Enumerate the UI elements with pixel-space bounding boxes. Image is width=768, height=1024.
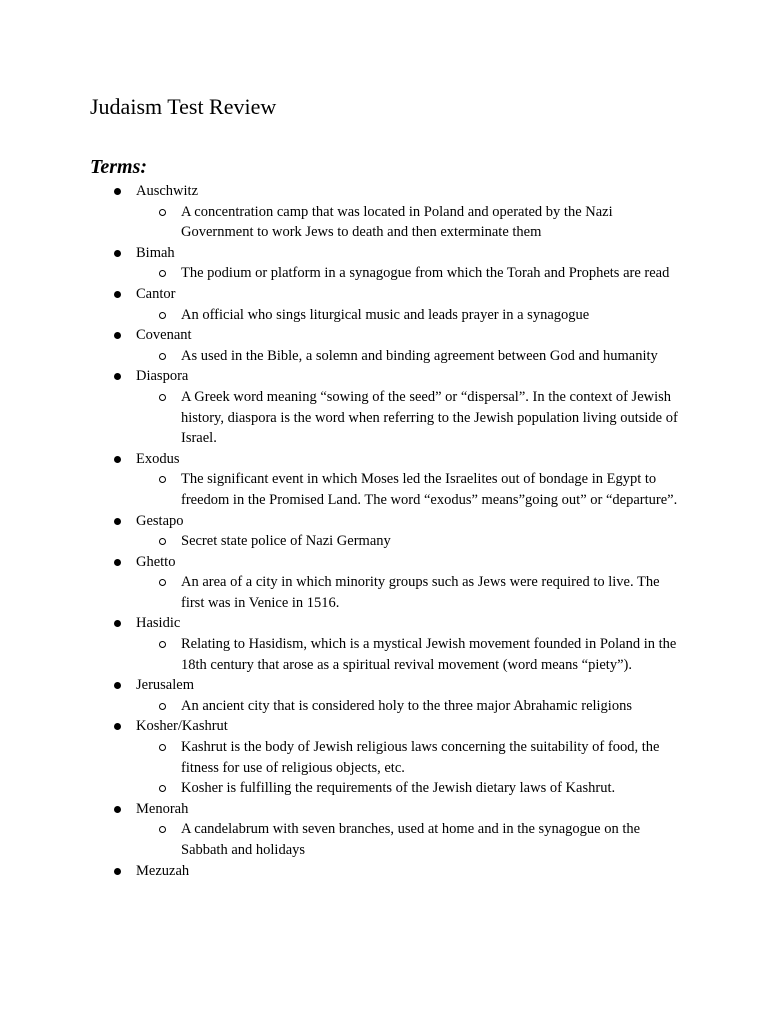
- hollow-bullet-icon: [159, 703, 166, 710]
- term-definition: Secret state police of Nazi Germany: [0, 531, 678, 552]
- filled-bullet-icon: [114, 620, 121, 627]
- term-name: Cantor: [136, 285, 176, 302]
- term-name: Ghetto: [136, 553, 176, 570]
- filled-bullet-icon: [114, 291, 121, 298]
- term-definition: An ancient city that is considered holy to the three major Abrahamic religions: [0, 696, 678, 717]
- filled-bullet-icon: [114, 456, 121, 463]
- hollow-bullet-icon: [159, 744, 166, 751]
- hollow-bullet-icon: [159, 826, 166, 833]
- term-name: Covenant: [136, 327, 192, 344]
- hollow-bullet-icon: [159, 785, 166, 792]
- term-definition: As used in the Bible, a solemn and binding agreement between God and humanity: [0, 346, 678, 367]
- term-item: [0, 366, 768, 448]
- term-name: Jerusalem: [136, 677, 194, 694]
- term-name: Bimah: [136, 244, 175, 261]
- hollow-bullet-icon: [159, 394, 166, 401]
- term-item: [0, 552, 768, 614]
- term-name: Diaspora: [136, 368, 189, 385]
- hollow-bullet-icon: [159, 209, 166, 216]
- term-item: [0, 181, 768, 243]
- term-name: Auschwitz: [136, 183, 199, 199]
- term-definition: A concentration camp that was located in Poland and operated by the Nazi Government to work Jews to death and then exterminate them: [0, 202, 678, 243]
- term-definition: The podium or platform in a synagogue from which the Torah and Prophets are read: [0, 263, 678, 284]
- term-item: [0, 449, 768, 511]
- term-item: [0, 325, 768, 366]
- term-definition: A Greek word meaning “sowing of the seed” or “dispersal”. In the context of Jewish history, diaspora is the word when referring to the Jewish population living outside of Israel.: [0, 387, 678, 449]
- hollow-bullet-icon: [159, 270, 166, 277]
- term-item: [0, 613, 768, 675]
- term-item: [0, 861, 768, 882]
- term-definition: Kashrut is the body of Jewish religious laws concerning the suitability of food, the fitness for use of religious objects, etc.: [0, 737, 678, 778]
- filled-bullet-icon: [114, 332, 121, 339]
- term-definition: A candelabrum with seven branches, used at home and in the synagogue on the Sabbath and holidays: [0, 819, 678, 860]
- hollow-bullet-icon: [159, 538, 166, 545]
- hollow-bullet-icon: [159, 353, 166, 360]
- term-name: Hasidic: [136, 615, 181, 632]
- term-item: [0, 284, 768, 325]
- filled-bullet-icon: [114, 868, 121, 875]
- filled-bullet-icon: [114, 250, 121, 257]
- filled-bullet-icon: [114, 373, 121, 380]
- term-item: [0, 675, 768, 716]
- hollow-bullet-icon: [159, 579, 166, 586]
- term-item: [0, 243, 768, 284]
- filled-bullet-icon: [114, 188, 121, 195]
- term-definition: An official who sings liturgical music and leads prayer in a synagogue: [0, 305, 678, 326]
- term-item: [0, 799, 768, 861]
- term-name: Gestapo: [136, 512, 184, 529]
- term-name: Exodus: [136, 450, 180, 467]
- term-name: Menorah: [136, 800, 189, 817]
- term-item: [0, 716, 768, 798]
- term-name: Kosher/Kashrut: [136, 718, 228, 735]
- term-definition: Kosher is fulfilling the requirements of the Jewish dietary laws of Kashrut.: [0, 778, 678, 799]
- term-definition: Relating to Hasidism, which is a mystical Jewish movement founded in Poland in the 18th century that arose as a spiritual revival movement (word means “piety”).: [0, 634, 678, 675]
- hollow-bullet-icon: [159, 476, 166, 483]
- term-definition: An area of a city in which minority groups such as Jews were required to live. The first was in Venice in 1516.: [0, 572, 678, 613]
- filled-bullet-icon: [114, 806, 121, 813]
- term-name: Mezuzah: [136, 862, 190, 879]
- filled-bullet-icon: [114, 518, 121, 525]
- filled-bullet-icon: [114, 682, 121, 689]
- document-title: Judaism Test Review: [90, 94, 277, 119]
- filled-bullet-icon: [114, 723, 121, 730]
- filled-bullet-icon: [114, 559, 121, 566]
- hollow-bullet-icon: [159, 312, 166, 319]
- terms-list: [0, 181, 768, 881]
- hollow-bullet-icon: [159, 641, 166, 648]
- term-item: [0, 511, 768, 552]
- section-heading-terms: Terms:: [90, 156, 148, 178]
- term-definition: The significant event in which Moses led the Israelites out of bondage in Egypt to freedom in the Promised Land. The word “exodus” means”going out” or “departure”.: [0, 469, 678, 510]
